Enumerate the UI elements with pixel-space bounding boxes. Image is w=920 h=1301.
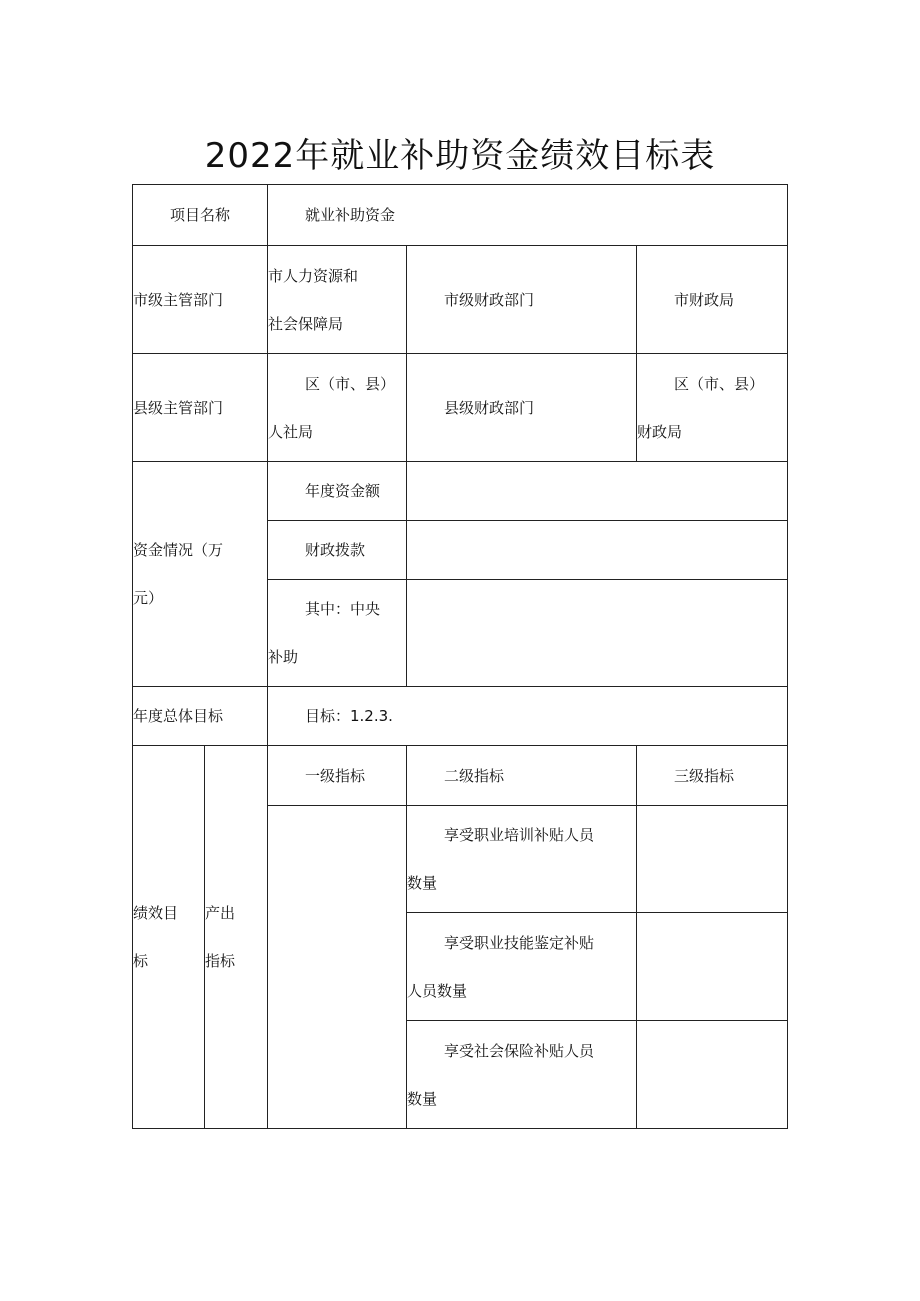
- level1-value: [268, 806, 407, 1129]
- city-dept-line1: 市人力资源和: [268, 266, 359, 285]
- indicator-training-line2: 数量: [407, 874, 438, 892]
- fiscal-allocation-label: 财政拨款: [268, 521, 407, 580]
- city-dept-value: [268, 246, 407, 354]
- row-indicator-headers: [133, 746, 788, 806]
- project-name-value: 就业补助资金: [268, 185, 788, 246]
- funds-label-line2: 元）: [133, 589, 164, 607]
- county-finance-line1: 区（市、县）: [674, 374, 765, 393]
- page-title: 2022年就业补助资金绩效目标表: [204, 136, 716, 176]
- level3-header: 三级指标: [637, 746, 788, 806]
- indicator-appraisal-level3: [637, 913, 788, 1021]
- indicator-training-line1: 享受职业培训补贴人员: [444, 826, 595, 844]
- county-dept-line1: 区（市、县）: [305, 374, 396, 393]
- overall-goal-value: 目标：1.2.3.: [268, 687, 788, 746]
- output-indicator-line1: 产出: [205, 904, 236, 922]
- central-subsidy-value: [407, 580, 788, 687]
- row-city-dept: [133, 246, 788, 354]
- city-finance-value: 市财政局: [637, 246, 788, 354]
- level1-header: 一级指标: [268, 746, 407, 806]
- indicator-insurance-line2: 数量: [407, 1089, 438, 1108]
- city-finance-label: 市级财政部门: [407, 246, 637, 354]
- performance-goal-line1: 绩效目: [133, 904, 179, 922]
- project-name-label: 项目名称: [133, 185, 268, 246]
- funds-label-line1: 资金情况（万: [133, 541, 224, 559]
- output-indicator-label: [205, 746, 268, 1129]
- county-dept-value: [268, 354, 407, 462]
- row-annual-funds: [133, 462, 788, 521]
- indicator-appraisal-line1: 享受职业技能鉴定补贴: [444, 933, 595, 952]
- level2-header: 二级指标: [407, 746, 637, 806]
- indicator-insurance-level3: [637, 1021, 788, 1129]
- row-overall-goal: [133, 687, 788, 746]
- indicator-training: [407, 806, 637, 913]
- central-subsidy-label: [268, 580, 407, 687]
- fiscal-allocation-value: [407, 521, 788, 580]
- annual-funds-value: [407, 462, 788, 521]
- indicator-training-level3: [637, 806, 788, 913]
- county-dept-label: 县级主管部门: [133, 354, 268, 462]
- county-finance-line2: 财政局: [637, 422, 683, 441]
- overall-goal-label: 年度总体目标: [133, 687, 268, 746]
- central-subsidy-line2: 补助: [268, 648, 299, 666]
- county-dept-line2: 人社局: [268, 422, 314, 441]
- output-indicator-line2: 指标: [205, 952, 236, 970]
- city-dept-label: 市级主管部门: [133, 246, 268, 354]
- indicator-appraisal: [407, 913, 637, 1021]
- indicator-appraisal-line2: 人员数量: [407, 981, 468, 1000]
- row-project-name: [133, 185, 788, 246]
- performance-goal-label: [133, 746, 205, 1129]
- performance-goal-line2: 标: [133, 952, 149, 970]
- annual-funds-label: 年度资金额: [268, 462, 407, 521]
- city-dept-line2: 社会保障局: [268, 314, 344, 333]
- county-finance-label: 县级财政部门: [407, 354, 637, 462]
- indicator-insurance-line1: 享受社会保险补贴人员: [444, 1041, 595, 1060]
- county-finance-value: [637, 354, 788, 462]
- row-county-dept: [133, 354, 788, 462]
- performance-goal-table: [132, 184, 788, 1129]
- indicator-insurance: [407, 1021, 637, 1129]
- central-subsidy-line1: 其中：中央: [305, 600, 381, 618]
- funds-label: [133, 462, 268, 687]
